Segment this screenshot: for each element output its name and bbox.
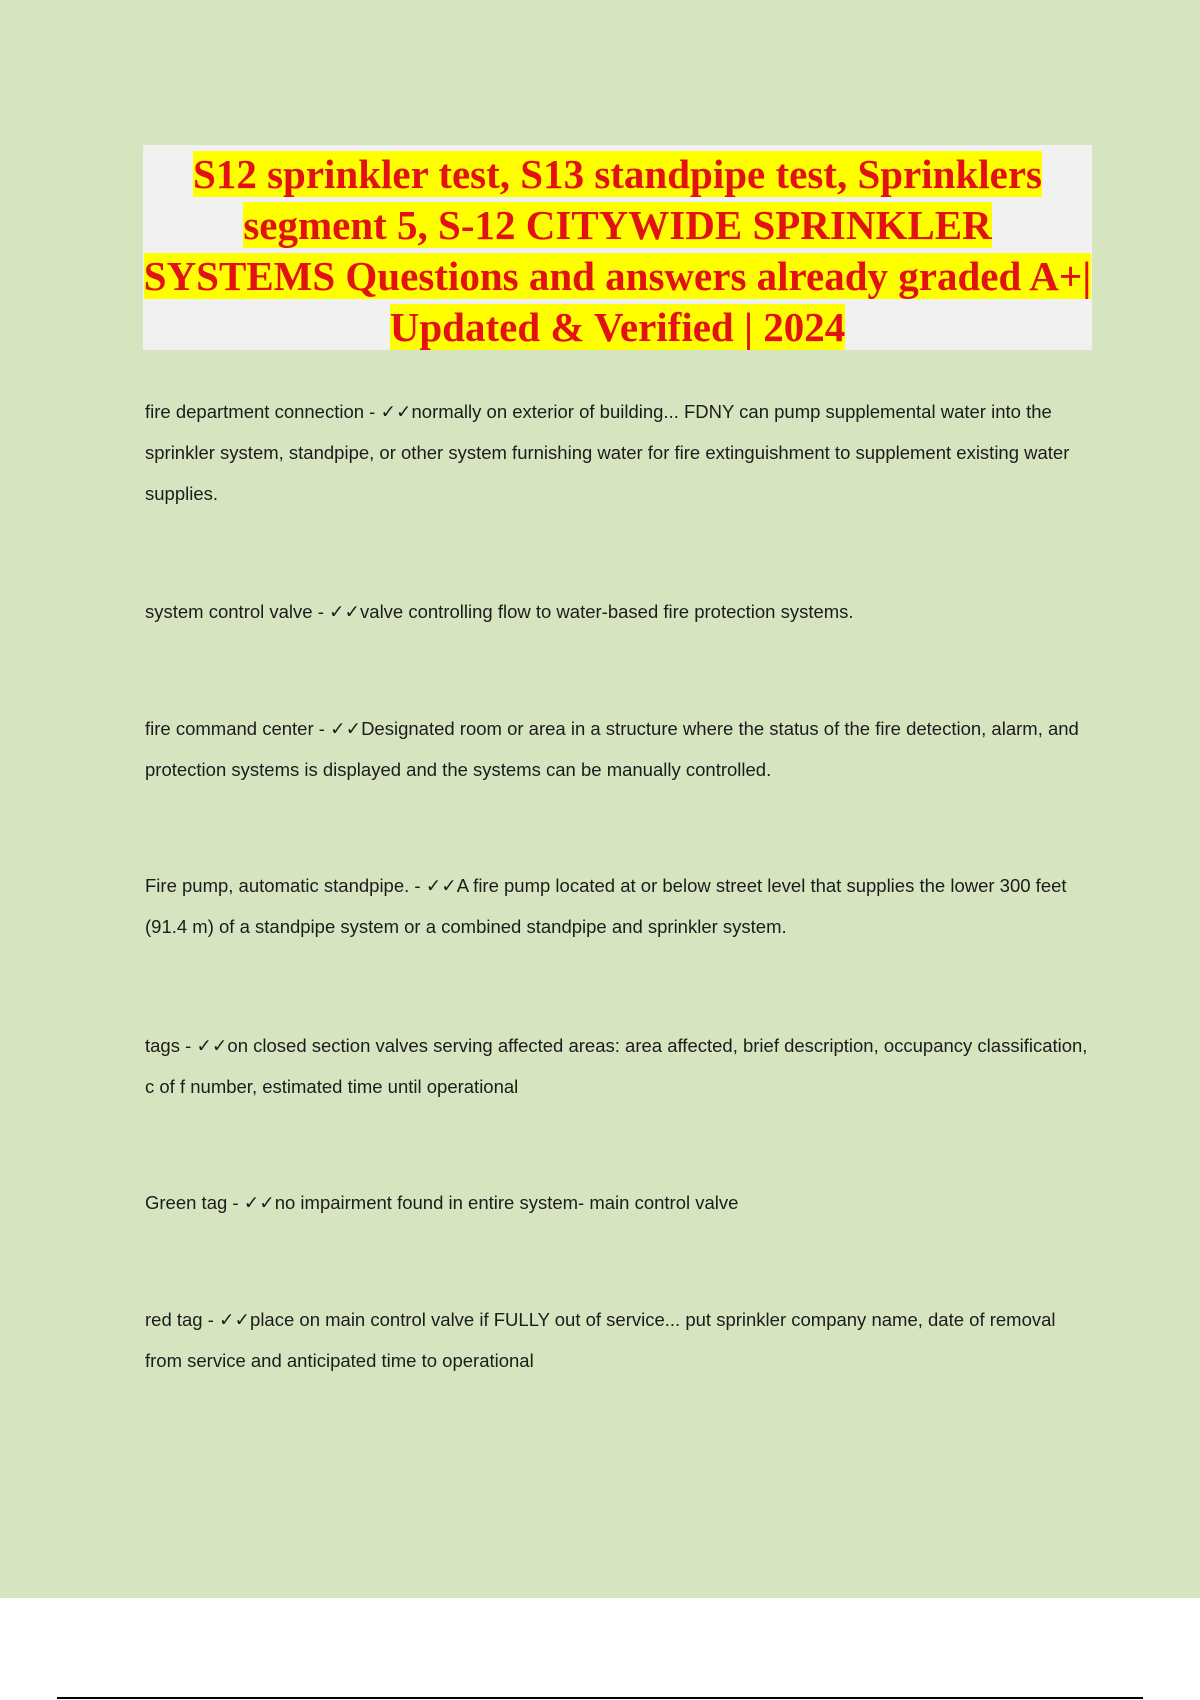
- footer-divider: [57, 1697, 1143, 1699]
- qa-entry-fire-command-center: fire command center - ✓✓Designated room or area in a structure where the status of the fire detection, alarm, and protection systems is displayed and the systems can be manually controlled.: [145, 718, 1079, 780]
- qa-entry-fire-pump: Fire pump, automatic standpipe. - ✓✓A fire pump located at or below street level that supplies the lower 300 feet (91.4 m) of a standpipe system or a combined standpipe and sprinkler system.: [145, 875, 1067, 937]
- document-title-text: S12 sprinkler test, S13 standpipe test, Sprinklers segment 5, S-12 CITYWIDE SPRINKLER SYSTEMS Questions and answers already graded A+| Updated & Verified | 2024: [143, 151, 1092, 350]
- qa-entry-red-tag: red tag - ✓✓place on main control valve if FULLY out of service... put sprinkler company name, date of removal from service and anticipated time to operational: [145, 1309, 1056, 1371]
- qa-entry-green-tag: Green tag - ✓✓no impairment found in entire system- main control valve: [145, 1192, 739, 1213]
- qa-entry-system-control-valve: system control valve - ✓✓valve controlling flow to water-based fire protection systems.: [145, 601, 854, 622]
- qa-entry-tags: tags - ✓✓on closed section valves serving affected areas: area affected, brief description, occupancy classification, c of f number, estimated time until operational: [145, 1035, 1088, 1097]
- title-box: [143, 145, 1092, 350]
- document-title: [143, 145, 1092, 353]
- qa-entry-fire-department-connection: fire department connection - ✓✓normally on exterior of building... FDNY can pump supplemental water into the sprinkler system, standpipe, or other system furnishing water for fire extinguishment to supplement existing water supplies.: [145, 401, 1070, 504]
